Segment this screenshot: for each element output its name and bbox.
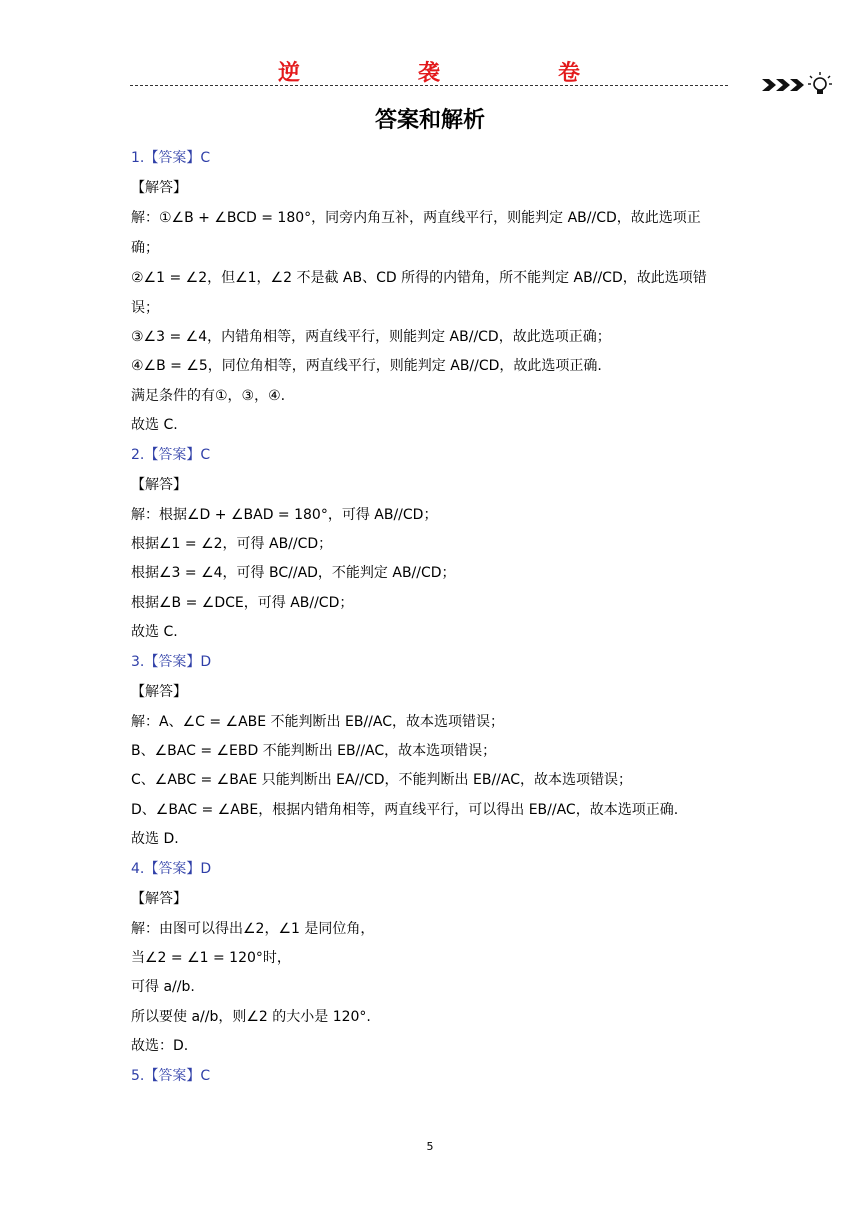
text-line: 误； — [131, 300, 159, 316]
text-line: 3.【答案】D — [131, 654, 212, 670]
text-line: 解：①∠B + ∠BCD = 180°，同旁内角互补，两直线平行，则能判定 AB//CD，故此选项正 — [131, 210, 701, 226]
text-line: 解：A、∠C = ∠ABE 不能判断出 EB//AC，故本选项错误； — [131, 714, 505, 730]
header-char-2: 袭 — [418, 61, 441, 86]
text-line: ④∠B = ∠5，同位角相等，两直线平行，则能判定 AB//CD，故此选项正确. — [131, 358, 602, 374]
header-char-3: 卷 — [558, 61, 581, 86]
text-line: 所以要使 a//b，则∠2 的大小是 120°. — [131, 1009, 371, 1025]
text-line: ③∠3 = ∠4，内错角相等，两直线平行，则能判定 AB//CD，故此选项正确； — [131, 329, 611, 345]
text-line: 确； — [131, 240, 159, 256]
text-line: 根据∠1 = ∠2，可得 AB//CD； — [131, 536, 333, 552]
text-line: 可得 a//b. — [131, 979, 195, 995]
text-line: 1.【答案】C — [131, 150, 211, 166]
text-line: B、∠BAC = ∠EBD 不能判断出 EB//AC，故本选项错误； — [131, 743, 497, 759]
text-line: 5.【答案】C — [131, 1068, 211, 1084]
text-line: 4.【答案】D — [131, 861, 212, 877]
text-line: 解：由图可以得出∠2，∠1 是同位角， — [131, 921, 375, 937]
text-line: 故选：D. — [131, 1038, 189, 1054]
text-line: ②∠1 = ∠2，但∠1，∠2 不是截 AB、CD 所得的内错角，所不能判定 AB//CD，故此选项错 — [131, 270, 707, 286]
header-title — [0, 56, 860, 86]
text-line: 解：根据∠D + ∠BAD = 180°，可得 AB//CD； — [131, 507, 438, 523]
text-line: 【解答】 — [131, 891, 187, 907]
text-line: 当∠2 = ∠1 = 120°时， — [131, 950, 291, 966]
text-line: 根据∠3 = ∠4，可得 BC//AD，不能判定 AB//CD； — [131, 565, 456, 581]
text-line: 【解答】 — [131, 180, 187, 196]
arrows-lightbulb-icon — [762, 70, 834, 104]
text-line: 根据∠B = ∠DCE，可得 AB//CD； — [131, 595, 354, 611]
page-title: 答案和解析 — [374, 108, 485, 133]
text-line: C、∠ABC = ∠BAE 只能判断出 EA//CD，不能判断出 EB//AC，故本选项错误； — [131, 772, 632, 788]
text-line: 故选 C. — [131, 417, 178, 433]
text-line: 【解答】 — [131, 477, 187, 493]
text-line: 2.【答案】C — [131, 447, 211, 463]
text-line: 满足条件的有①，③，④. — [131, 388, 286, 404]
text-line: 故选 D. — [131, 831, 179, 847]
text-line: D、∠BAC = ∠ABE，根据内错角相等，两直线平行，可以得出 EB//AC，故本选项正确. — [131, 802, 679, 818]
page-number: 5 — [426, 1140, 434, 1153]
header-divider — [130, 85, 728, 86]
text-line: 【解答】 — [131, 684, 187, 700]
header-char-1: 逆 — [278, 61, 301, 86]
text-line: 故选 C. — [131, 624, 178, 640]
